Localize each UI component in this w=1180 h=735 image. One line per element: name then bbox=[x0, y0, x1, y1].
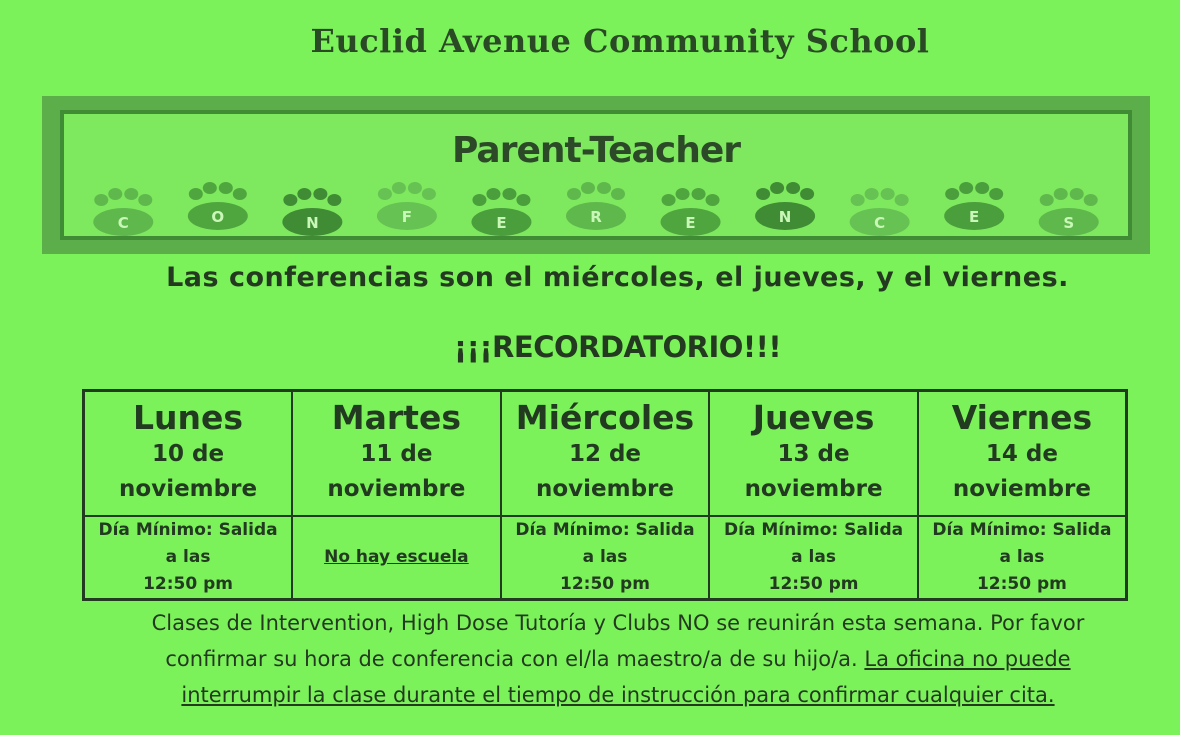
footer-text: Clases de Intervention, High Dose Tutoría y Clubs NO se reunirán esta semana. Por favor confirmar su hora de conferencia con el/la maestro/a de su hijo/a. bbox=[151, 611, 1085, 671]
day-cell bbox=[709, 391, 918, 516]
day-cell bbox=[501, 391, 710, 516]
day-month: noviembre bbox=[952, 476, 1091, 503]
note-cell bbox=[84, 516, 293, 600]
paw-letter: F bbox=[401, 208, 413, 226]
intro-line: Las conferencias son el miércoles, el jueves, y el viernes. bbox=[166, 262, 1069, 293]
paw-prints-icon bbox=[76, 178, 1116, 240]
paw-letter: C bbox=[117, 214, 129, 232]
note-line: Día Mínimo: Salida bbox=[98, 519, 278, 540]
day-month: noviembre bbox=[744, 476, 883, 503]
paw-print-icon bbox=[850, 188, 910, 236]
paw-print-icon bbox=[755, 182, 815, 230]
paw-letter: N bbox=[306, 214, 319, 232]
paw-letter: O bbox=[211, 208, 225, 226]
note-line: a las bbox=[999, 546, 1045, 567]
note-cell bbox=[918, 516, 1127, 600]
paw-letter: E bbox=[685, 214, 696, 232]
note-line: a las bbox=[165, 546, 211, 567]
paw-letter: E bbox=[496, 214, 507, 232]
school-title: Euclid Avenue Community School bbox=[310, 22, 930, 60]
paw-print-icon bbox=[377, 182, 437, 230]
note-line: 12:50 pm bbox=[976, 573, 1067, 594]
table-row bbox=[84, 391, 1127, 516]
reminder-heading: ¡¡¡RECORDATORIO!!! bbox=[453, 330, 782, 364]
paw-letter: E bbox=[969, 208, 980, 226]
day-cell bbox=[84, 391, 293, 516]
day-date: 10 de bbox=[152, 441, 225, 468]
day-month: noviembre bbox=[119, 476, 258, 503]
paw-letter: C bbox=[874, 214, 886, 232]
day-date: 11 de bbox=[360, 441, 433, 468]
day-name: Martes bbox=[331, 398, 461, 438]
note-line: a las bbox=[791, 546, 836, 567]
footer-underlined-text: La oficina no puede interrumpir la clase durante el tiempo de instrucción para confirmar cualquier cita. bbox=[181, 647, 1071, 707]
day-cell bbox=[292, 391, 501, 516]
note-cell bbox=[292, 516, 501, 600]
table-row bbox=[84, 516, 1127, 600]
paw-print-icon bbox=[471, 188, 531, 236]
conference-banner bbox=[42, 96, 1150, 254]
paw-print-icon bbox=[566, 182, 626, 230]
paw-letter: R bbox=[590, 208, 602, 226]
note-line: Día Mínimo: Salida bbox=[515, 519, 695, 540]
banner-heading: Parent-Teacher bbox=[452, 130, 740, 171]
note-line: Día Mínimo: Salida bbox=[724, 519, 904, 540]
day-name: Lunes bbox=[133, 398, 244, 438]
day-date: 13 de bbox=[777, 441, 850, 468]
paw-print-row bbox=[76, 178, 1116, 240]
day-month: noviembre bbox=[327, 476, 466, 503]
day-name: Jueves bbox=[752, 398, 875, 438]
note-line: 12:50 pm bbox=[143, 573, 233, 594]
paw-print-icon bbox=[93, 188, 153, 236]
paw-print-icon bbox=[188, 182, 248, 230]
day-name: Viernes bbox=[951, 398, 1093, 438]
paw-print-icon bbox=[944, 182, 1004, 230]
note-line: 12:50 pm bbox=[768, 573, 859, 594]
day-date: 12 de bbox=[568, 441, 642, 468]
paw-letter: S bbox=[1063, 214, 1075, 232]
note-cell bbox=[501, 516, 710, 600]
note-line: 12:50 pm bbox=[560, 573, 650, 594]
no-school-note: No hay escuela bbox=[324, 547, 469, 568]
day-month: noviembre bbox=[535, 476, 674, 503]
paw-print-icon bbox=[1039, 188, 1099, 236]
paw-print-icon bbox=[661, 188, 721, 236]
note-cell bbox=[709, 516, 918, 600]
paw-letter: N bbox=[778, 208, 792, 226]
day-date: 14 de bbox=[985, 441, 1058, 468]
note-line: a las bbox=[582, 546, 628, 567]
day-name: Miércoles bbox=[515, 398, 695, 438]
day-cell bbox=[918, 391, 1127, 516]
note-line: Día Mínimo: Salida bbox=[932, 519, 1112, 540]
footer-notice bbox=[108, 605, 1128, 713]
banner-inner bbox=[60, 110, 1132, 240]
schedule-table bbox=[82, 389, 1128, 601]
paw-print-icon bbox=[282, 188, 342, 236]
